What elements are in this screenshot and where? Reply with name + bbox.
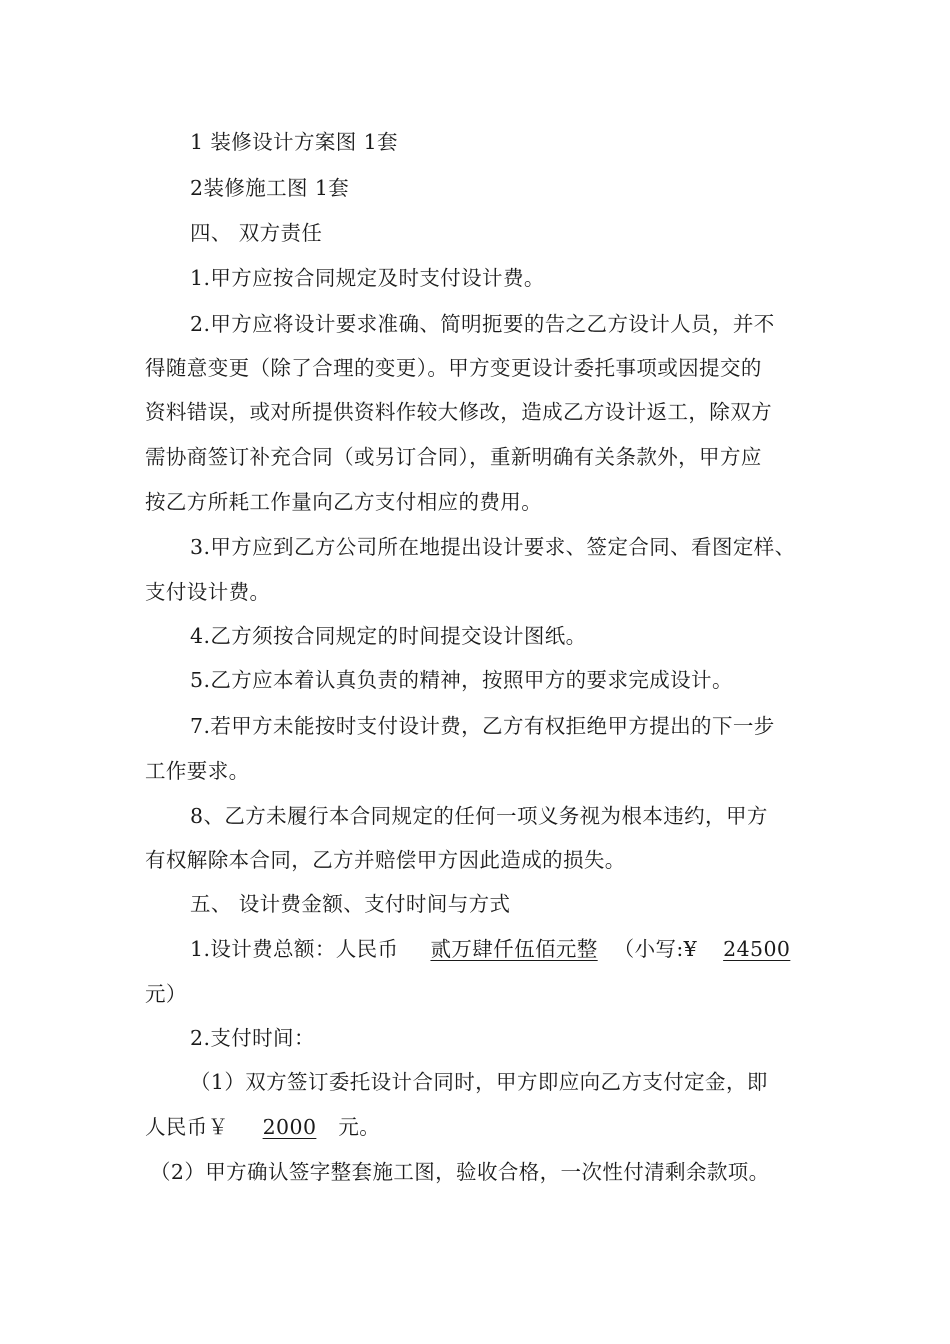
fee-total-figure-blank bbox=[697, 937, 790, 961]
clause-5: 5.乙方应本着认真负责的精神，按照甲方的要求完成设计。 bbox=[190, 668, 733, 692]
fee-total-figure: 24500 bbox=[723, 937, 791, 961]
deposit-line-2 bbox=[145, 1113, 380, 1141]
section-heading-fee: 五、 设计费金额、支付时间与方式 bbox=[190, 892, 511, 916]
fee-total-prefix: 1.设计费总额：人民币 bbox=[190, 937, 399, 961]
clause-2-line-4: 需协商签订补充合同（或另订合同），重新明确有关条款外，甲方应 bbox=[145, 445, 762, 469]
clause-2-line-5: 按乙方所耗工作量向乙方支付相应的费用。 bbox=[145, 490, 543, 514]
fee-total-words: 贰万肆仟伍佰元整 bbox=[430, 937, 598, 961]
clause-7-line-1: 7.若甲方未能按时支付设计费，乙方有权拒绝甲方提出的下一步 bbox=[190, 714, 775, 738]
fee-total-small-label: （小写:¥ bbox=[613, 937, 698, 961]
final-payment-line: （2）甲方确认签字整套施工图，验收合格，一次性付清剩余款项。 bbox=[150, 1160, 770, 1184]
attachment-item-2: 2装修施工图 1套 bbox=[190, 176, 350, 200]
section-heading-responsibilities: 四、 双方责任 bbox=[190, 221, 323, 245]
clause-2-line-1: 2.甲方应将设计要求准确、简明扼要的告之乙方设计人员，并不 bbox=[190, 312, 775, 336]
deposit-amount: 2000 bbox=[262, 1115, 317, 1139]
clause-1: 1.甲方应按合同规定及时支付设计费。 bbox=[190, 266, 545, 290]
deposit-line-1: （1）双方签订委托设计合同时，甲方即应向乙方支付定金，即 bbox=[190, 1070, 768, 1094]
fee-total-words-blank bbox=[398, 937, 613, 961]
deposit-amount-blank bbox=[241, 1115, 339, 1139]
clause-7-line-2: 工作要求。 bbox=[145, 759, 250, 783]
clause-4: 4.乙方须按合同规定的时间提交设计图纸。 bbox=[190, 624, 587, 648]
clause-3-line-1: 3.甲方应到乙方公司所在地提出设计要求、签定合同、看图定样、 bbox=[190, 535, 796, 559]
clause-3-line-2: 支付设计费。 bbox=[145, 580, 271, 604]
clause-2-line-3: 资料错误，或对所提供资料作较大修改，造成乙方设计返工，除双方 bbox=[145, 400, 772, 424]
clause-8-line-1: 8、乙方未履行本合同规定的任何一项义务视为根本违约，甲方 bbox=[190, 804, 768, 828]
deposit-suffix: 元。 bbox=[338, 1115, 381, 1139]
clause-2-line-2: 得随意变更（除了合理的变更）。甲方变更设计委托事项或因提交的 bbox=[145, 356, 762, 380]
fee-total-suffix: 元） bbox=[145, 982, 187, 1006]
payment-time-label: 2.支付时间： bbox=[190, 1026, 315, 1050]
clause-8-line-2: 有权解除本合同，乙方并赔偿甲方因此造成的损失。 bbox=[145, 848, 626, 872]
fee-total-line bbox=[190, 935, 790, 963]
deposit-prefix: 人民币￥ bbox=[145, 1115, 229, 1139]
attachment-item-1: 1 装修设计方案图 1套 bbox=[190, 130, 398, 154]
